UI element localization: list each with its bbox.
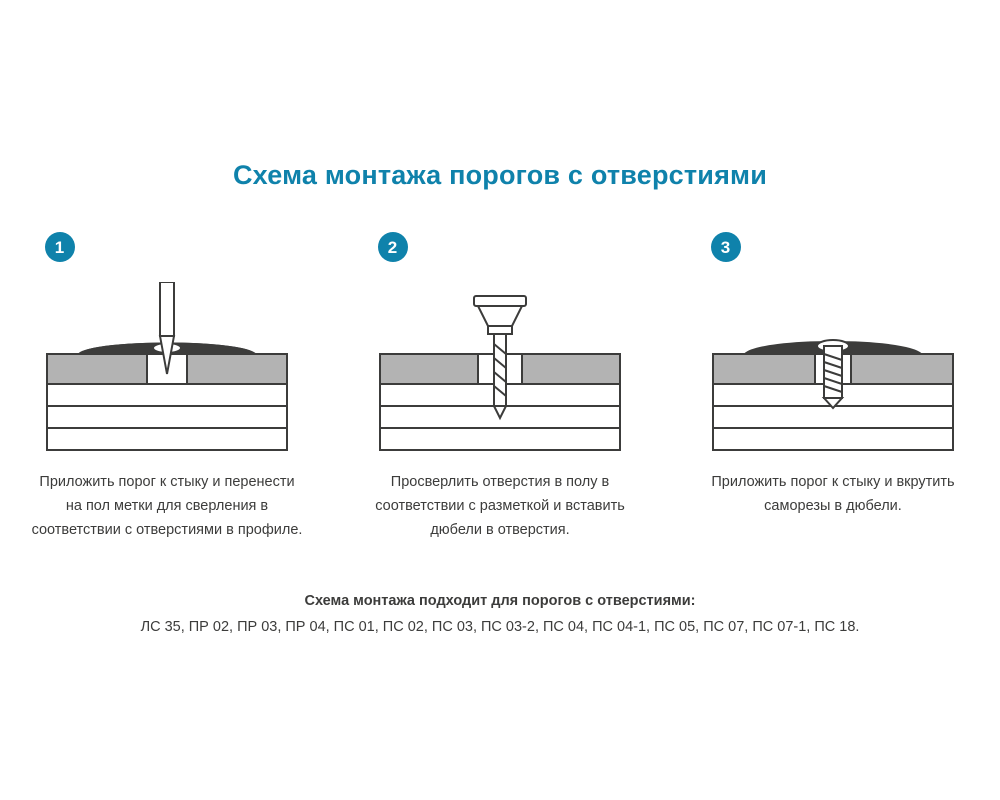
footer-line-1: Схема монтажа подходит для порогов с отверстиями: [304,593,696,609]
page-title: Схема монтажа порогов с отверстиями [232,160,768,190]
step-3 [667,232,1000,542]
step-caption-1: Приложить порог к стыку и перенести на пол метки для сверления в соответствии с отверстиями в профиле. [31,474,303,538]
step-number-badge-3: 3 [711,232,741,262]
drill-bit-icon [370,282,630,462]
step-caption-3: Приложить порог к стыку и вкрутить саморезы в дюбели. [711,474,955,514]
footer-note [0,588,1000,640]
footer-line-2: ЛС 35, ПР 02, ПР 03, ПР 04, ПС 01, ПС 02, ПС 03, ПС 03-2, ПС 04, ПС 04-1, ПС 05, ПС 07, ПС 07-1, ПС 18. [140,619,860,635]
step-illustration-1 [1,272,334,462]
step-caption-2: Просверлить отверстия в полу в соответствии с разметкой и вставить дюбели в отверстия. [375,474,625,538]
step-number-badge-1: 1 [45,232,75,262]
step-2 [334,232,667,542]
step-illustration-2 [334,272,667,462]
awl-marking-icon [37,282,297,462]
step-illustration-3 [667,272,1000,462]
step-number-badge-2: 2 [378,232,408,262]
step-1 [1,232,334,542]
steps-row [0,232,1000,542]
screw-in-dowel-icon [703,282,963,462]
